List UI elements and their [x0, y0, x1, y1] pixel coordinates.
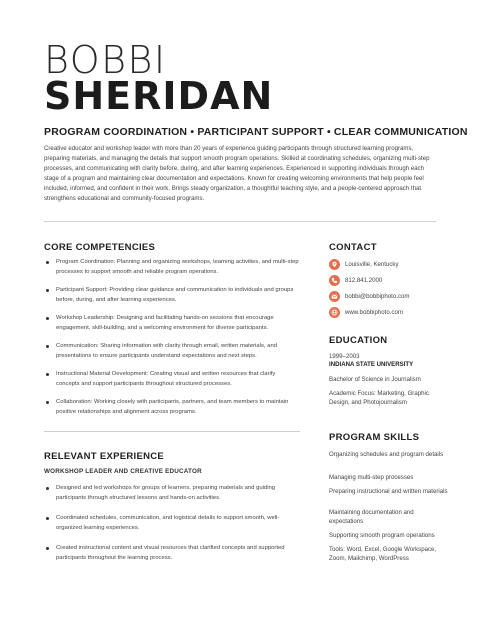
skill-item: Organizing schedules and program details	[329, 451, 444, 458]
competencies-heading: CORE COMPETENCIES	[44, 242, 156, 253]
skill-item: Maintaining documentation and expectations	[329, 509, 414, 525]
contact-location	[329, 258, 399, 270]
list-item: Created instructional content and visual resources that clarified concepts and supported participants throughout the learning process.	[44, 544, 300, 563]
skill-item: Managing multi-step processes	[329, 474, 414, 481]
mail-icon	[329, 291, 340, 302]
education-focus: Academic Focus: Marketing, Graphic Design, and Photojournalism	[329, 390, 429, 406]
name-first: BOBBI	[44, 38, 167, 82]
bullet-icon	[46, 289, 49, 292]
bullet-icon	[46, 401, 49, 404]
experience-list	[44, 484, 300, 574]
summary: Creative educator and workshop leader with more than 20 years of experience guiding participants through structured learning programs, preparing materials, and managing the details that support smooth program operations. Skilled at coordinating schedules, organizing multi-step processes, and communicating with clarity before, during, and after learning experiences. Experienced in supporting individuals through each stage of a program and maintaining clear documentation and expectations. Known for creating welcoming environments that help people feel included, informed, and confident in their work. Brings steady organization, a thoughtful teaching style, and a people-centered approach that strengthens educational and community-focused programs.	[44, 145, 430, 202]
education-school: INDIANA STATE UNIVERSITY	[329, 361, 414, 368]
location-pin-icon	[329, 259, 340, 270]
list-item: Instructional Material Development: Creating visual and written resources that clarify concepts and support participants throughout structured processes.	[44, 370, 300, 389]
list-item: Coordinated schedules, communication, and logistical details to support smooth, well-organized learning experiences.	[44, 514, 300, 533]
contact-website[interactable]	[329, 306, 403, 318]
bullet-icon	[46, 517, 49, 520]
bullet-icon	[46, 317, 49, 320]
bullet-icon	[46, 345, 49, 348]
list-item: Program Coordination: Planning and organizing workshops, learning activities, and multi-step processes to support smooth and reliable program operations.	[44, 258, 300, 277]
skill-item: Tools: Word, Excel, Google Workspace, Zoom, Mailchimp, WordPress	[329, 546, 437, 562]
list-item: Communication: Sharing information with clarity through email, written materials, and presentations to ensure participants understand expectations and next steps.	[44, 342, 300, 361]
skills-heading: PROGRAM SKILLS	[329, 432, 420, 443]
education-years: 1999–2003	[329, 353, 360, 360]
list-item: Collaboration: Working closely with participants, partners, and team members to maintain positive relationships and alignment across programs.	[44, 398, 300, 417]
contact-heading: CONTACT	[329, 242, 377, 253]
bullet-icon	[46, 547, 49, 550]
education-heading: EDUCATION	[329, 335, 388, 346]
contact-email-text[interactable]: bobbi@bobbiphoto.com	[345, 292, 410, 300]
list-item: Participant Support: Providing clear guidance and communication to individuals and groups before, during, and after learning experiences.	[44, 286, 300, 305]
phone-icon	[329, 275, 340, 286]
bullet-icon	[46, 373, 49, 376]
job-title: WORKSHOP LEADER AND CREATIVE EDUCATOR	[44, 468, 202, 475]
bullet-icon	[46, 261, 49, 264]
globe-icon	[329, 307, 340, 318]
contact-email[interactable]	[329, 290, 409, 302]
contact-phone-text: 812.841.2000	[345, 276, 383, 284]
divider-middle	[44, 431, 300, 432]
experience-heading: RELEVANT EXPERIENCE	[44, 451, 165, 462]
skill-item: Supporting smooth program operations	[329, 532, 435, 539]
divider-top	[44, 221, 436, 222]
list-item: Designed and led workshops for groups of learners, preparing materials and guiding participants through structured lessons and hands-on activities.	[44, 484, 300, 503]
list-item: Workshop Leadership: Designing and facilitating hands-on sessions that encourage engagement, skill-building, and a welcoming environment for diverse participants.	[44, 314, 300, 333]
education-degree: Bachelor of Science in Journalism	[329, 376, 421, 383]
contact-location-text: Louisville, Kentucky	[345, 260, 399, 268]
tagline: PROGRAM COORDINATION • PARTICIPANT SUPPORT • CLEAR COMMUNICATION	[44, 126, 468, 138]
competencies-list	[44, 258, 300, 426]
contact-website-text[interactable]: www.bobbiphoto.com	[345, 308, 403, 316]
bullet-icon	[46, 487, 49, 490]
skill-item: Preparing instructional and written materials	[329, 488, 448, 495]
name-last: SHERIDAN	[44, 74, 274, 118]
contact-phone	[329, 274, 382, 286]
